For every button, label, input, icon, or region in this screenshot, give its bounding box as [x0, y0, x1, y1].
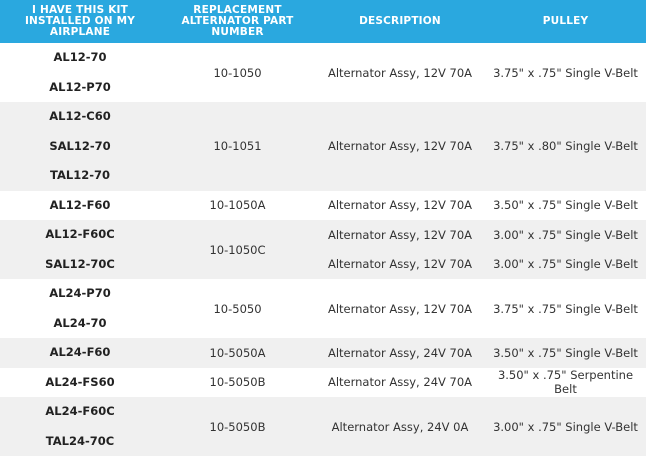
- description-cell: Alternator Assy, 12V 70A: [315, 102, 485, 191]
- pulley-cell: 3.75" x .75" Single V-Belt: [485, 43, 646, 102]
- pulley-cell: 3.50" x .75" Single V-Belt: [485, 191, 646, 221]
- kit-label: AL12-F60: [49, 197, 111, 212]
- table-row: [0, 338, 646, 368]
- kit-cell: [0, 250, 160, 280]
- kit-cell: [0, 132, 160, 162]
- part-number-cell: 10-5050: [160, 279, 315, 338]
- kit-cell: [0, 368, 160, 398]
- table-header-row: [0, 0, 646, 43]
- kit-label: AL24-F60C: [45, 404, 115, 418]
- table-row: [0, 397, 646, 427]
- part-number-cell: 10-5050B: [160, 397, 315, 456]
- kit-label: AL24-P70: [49, 286, 111, 300]
- kit-label: TAL12-70: [50, 168, 110, 182]
- table-row: [0, 368, 646, 398]
- description-cell: Alternator Assy, 24V 70A: [315, 338, 485, 368]
- kit-label: TAL24-70C: [45, 433, 115, 448]
- pulley-cell: 3.50" x .75" Serpentine Belt: [485, 368, 646, 398]
- header-kit: I HAVE THIS KIT INSTALLED ON MY AIRPLANE: [0, 0, 160, 43]
- part-number-cell: 10-1050: [160, 43, 315, 102]
- description-cell: Alternator Assy, 12V 70A: [315, 43, 485, 102]
- part-number-cell: 10-1050A: [160, 191, 315, 221]
- kit-label: SAL12-70C: [45, 256, 115, 271]
- header-pulley: PULLEY: [485, 0, 646, 43]
- pulley-cell: 3.50" x .75" Single V-Belt: [485, 338, 646, 368]
- table-row: [0, 220, 646, 250]
- table-row: [0, 250, 646, 280]
- kit-cell: [0, 73, 160, 103]
- table-row: [0, 191, 646, 221]
- pulley-cell: 3.00" x .75" Single V-Belt: [485, 397, 646, 456]
- kit-cell: [0, 191, 160, 221]
- kit-cell: [0, 102, 160, 132]
- description-cell: Alternator Assy, 12V 70A: [315, 191, 485, 221]
- description-cell: Alternator Assy, 12V 70A: [315, 220, 485, 250]
- kit-cell: [0, 161, 160, 191]
- table-row: [0, 43, 646, 73]
- kit-cell: [0, 338, 160, 368]
- pulley-cell: 3.75" x .75" Single V-Belt: [485, 279, 646, 338]
- table-row: [0, 102, 646, 132]
- kit-cell: [0, 427, 160, 457]
- description-cell: Alternator Assy, 12V 70A: [315, 279, 485, 338]
- kit-label: AL24-F60: [49, 345, 111, 359]
- table-row: [0, 279, 646, 309]
- header-description: DESCRIPTION: [315, 0, 485, 43]
- description-cell: Alternator Assy, 24V 0A: [315, 397, 485, 456]
- kit-label: AL24-FS60: [45, 374, 115, 389]
- part-number-cell: 10-5050B: [160, 368, 315, 398]
- kit-cell: [0, 397, 160, 427]
- part-number-cell: 10-1050C: [160, 220, 315, 279]
- kit-cell: [0, 309, 160, 339]
- part-number-cell: 10-5050A: [160, 338, 315, 368]
- kit-cell: [0, 43, 160, 73]
- kit-label: AL24-70: [53, 315, 107, 330]
- part-number-cell: 10-1051: [160, 102, 315, 191]
- kit-label: AL12-C60: [49, 109, 111, 123]
- pulley-cell: 3.00" x .75" Single V-Belt: [485, 250, 646, 280]
- kit-label: AL12-70: [53, 50, 107, 64]
- kit-label: SAL12-70: [49, 138, 111, 153]
- pulley-cell: 3.75" x .80" Single V-Belt: [485, 102, 646, 191]
- description-cell: Alternator Assy, 24V 70A: [315, 368, 485, 398]
- kit-cell: [0, 220, 160, 250]
- pulley-cell: 3.00" x .75" Single V-Belt: [485, 220, 646, 250]
- kit-cell: [0, 279, 160, 309]
- header-part-number: REPLACEMENT ALTERNATOR PART NUMBER: [160, 0, 315, 43]
- description-cell: Alternator Assy, 12V 70A: [315, 250, 485, 280]
- kit-label: AL12-P70: [49, 79, 111, 94]
- kit-label: AL12-F60C: [45, 227, 115, 241]
